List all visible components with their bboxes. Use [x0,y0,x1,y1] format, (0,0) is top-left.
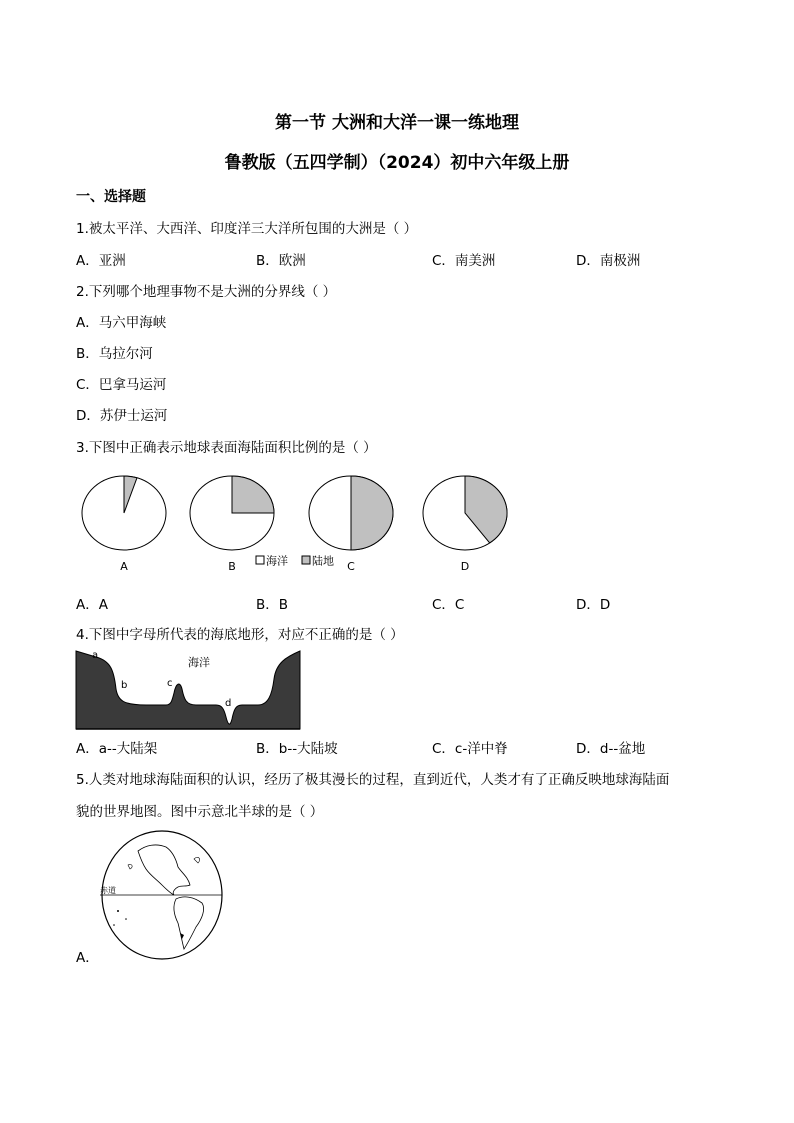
question-3-stem: 3.下图中正确表示地球表面海陆面积比例的是（ ） [76,440,377,456]
seafloor-profile-figure [76,649,300,731]
q4-option-c[interactable]: C．c-洋中脊 [432,741,508,757]
q3-option-c[interactable]: C．C [432,597,465,613]
q1-option-b[interactable]: B．欧洲 [256,253,306,269]
letter-b: b [121,680,128,691]
q3-option-b[interactable]: B．B [256,597,289,613]
q1-option-d[interactable]: D．南极洲 [576,253,641,269]
letter-d: d [225,698,232,709]
letter-c: c [167,678,173,689]
legend-land-swatch [302,556,310,564]
q3-option-d[interactable]: D．D [576,597,611,613]
legend-land-label: 陆地 [312,554,334,568]
q4-option-b[interactable]: B．b--大陆坡 [256,741,338,757]
pie-b-land-wedge [232,476,274,513]
doc-subtitle: 鲁教版（五四学制）（2024）初中六年级上册 [224,153,570,173]
q3-option-a[interactable]: A．A [76,597,108,613]
question-2-stem: 2.下列哪个地理事物不是大洲的分界线（ ） [76,284,337,300]
hemisphere-globe-figure [98,829,224,961]
legend-ocean-swatch [256,556,264,564]
question-5-stem-line1: 5.人类对地球海陆面积的认识，经历了极其漫长的过程，直到近代，人类才有了正确反映地球海陆面 [76,772,670,788]
q4-option-d[interactable]: D．d--盆地 [576,741,646,757]
q1-option-c[interactable]: C．南美洲 [432,253,496,269]
pie-a-label: A [120,560,128,573]
q2-option-b[interactable]: B．乌拉尔河 [76,346,153,362]
ocean-label: 海洋 [188,656,210,669]
pie-c-land-wedge [351,476,393,550]
question-5-stem-line2: 貌的世界地图。图中示意北半球的是（ ） [76,804,324,820]
q2-option-d[interactable]: D．苏伊士运河 [76,408,168,424]
pie-c-label: C [347,560,355,573]
question-4-stem: 4.下图中字母所代表的海底地形，对应不正确的是（ ） [76,627,404,643]
question-1-stem: 1.被太平洋、大西洋、印度洋三大洋所包围的大洲是（ ） [76,221,418,237]
equator-label: 赤道 [100,886,116,895]
pie-b-label: B [228,560,236,573]
doc-title: 第一节 大洲和大洋一课一练地理 [275,113,519,133]
q4-option-a[interactable]: A．a--大陆架 [76,741,158,757]
q2-option-a[interactable]: A．马六甲海峡 [76,315,167,331]
letter-a: a [92,650,99,661]
q5-option-a[interactable]: A． [76,950,99,966]
section-heading: 一、选择题 [76,189,146,205]
q1-option-a[interactable]: A．亚洲 [76,253,126,269]
q2-option-c[interactable]: C．巴拿马运河 [76,377,167,393]
legend-ocean-label: 海洋 [266,554,288,568]
pie-d-label: D [460,560,470,573]
